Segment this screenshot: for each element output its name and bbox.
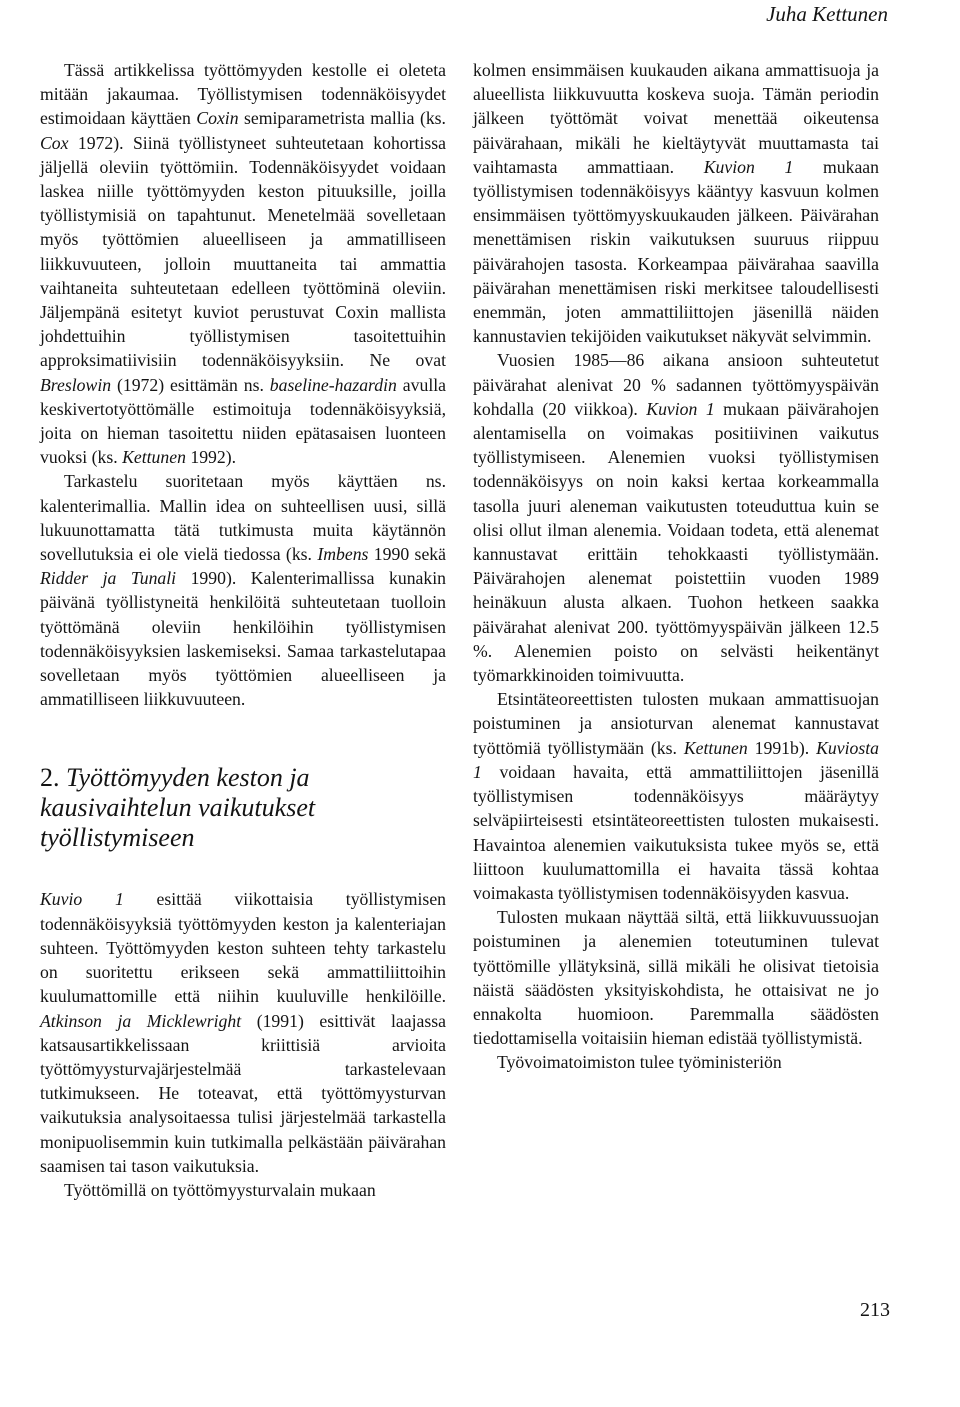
italic-text: Imbens <box>317 544 369 565</box>
italic-text: Coxin <box>196 108 239 129</box>
section-title: Työttömyyden keston ja kausivaihtelun vaikutukset työllistymiseen <box>40 763 316 853</box>
text-run: (1972) esittämän ns. <box>111 374 270 395</box>
paragraph <box>473 905 879 1050</box>
italic-text: baseline-hazardin <box>269 374 397 395</box>
text-run: mukaan päivärahojen alentamisella on voimakas positiivinen vaikutus työllistymiseen. Alenemien vuoksi työllistymisen todennäköisyys on noin kaksi kertaa korkeammalla tasolla juuri aleneman vaikutusten toteuduttua kuin se olisi ollut ilman alenemia. Voidaan todeta, että alenemat kannustavat erittäin tehokkaasti työllistymään. Päivärahojen alenemat poistettiin vuoden 1989 heinäkuun alusta alkaen. Tuohon hetkeen saakka päivärahat alenivat 200. työttömyyspäivän jälkeen 12.5 %. Alenemien poisto on selvästi heikentänyt työmarkkinoiden toimivuutta. <box>473 398 879 686</box>
section-heading <box>40 763 446 853</box>
text-run: avulla keskivertotyöttömälle estimoituja todennäköisyyksiä, joita on hieman tasoitettu niiden epätasaisen luonteen vuoksi (ks. <box>40 374 446 468</box>
text-run: 1990). Kalenterimallissa kunakin päivänä työllistyneitä henkilöitä suhteutetaan tuolloin työttömänä oleviin henkilöihin työllistymisen todennäköisyyksien laskemiseksi. Samaa tarkastelutapaa sovelletaan myös työttömien alueelliseen ja ammatilliseen liikkuvuuteen. <box>40 568 446 710</box>
paragraph <box>473 58 879 348</box>
left-column <box>40 58 446 1202</box>
text-run: Tulosten mukaan näyttää siltä, että liikkuvuussuojan poistuminen ja alenemien toteutuminen tulevat työttömille yllätyksinä, sillä mikäli he olisivat tietoisia näistä säädösten yksityiskohdista, he ottaisivat ne jo ennakolta huomioon. Paremmalla säädösten tiedottamisella voitaisiin hieman edistää työllistymistä. <box>473 907 879 1049</box>
right-column <box>473 58 879 1075</box>
italic-text: Ridder ja Tunali <box>40 568 177 589</box>
text-run: Työttömillä on työttömyysturvalain mukaan <box>64 1179 376 1200</box>
text-run: 1990 sekä <box>368 544 446 565</box>
running-head-author: Juha Kettunen <box>766 2 888 26</box>
text-run: 1992). <box>185 447 237 468</box>
section-number: 2. <box>40 763 60 793</box>
text-run: Etsintäteoreettisten tulosten mukaan ammattisuojan poistuminen ja ansioturvan alenemat kannustavat työttömiä työllistymään (ks. <box>473 689 879 758</box>
paragraph <box>40 887 446 1177</box>
text-run: semiparametrista mallia (ks. <box>238 108 446 129</box>
paragraph <box>473 687 879 905</box>
text-run: 1991b). <box>747 737 817 758</box>
text-run: (1991) esittivät laajassa katsausartikkelissaan kriittisiä arvioita työttömyysturvajärjestelmää tarkastelevaan tutkimukseen. He toteavat, että työttömyysturvan vaikutuksia analysoitaessa tulisi järjestelmää tarkastella monipuolisemmin kuin tutkimalla pelkästään päivärahan saamisen tai tason vaikutuksia. <box>40 1010 447 1176</box>
italic-text: Kuvio 1 <box>40 889 124 910</box>
page-number: 213 <box>860 1299 890 1321</box>
italic-text: Breslowin <box>40 374 112 395</box>
italic-text: Kettunen <box>683 737 748 758</box>
paragraph <box>40 58 446 469</box>
text-run: Tarkastelu suoritetaan myös käyttäen ns. kalenterimallia. Mallin idea on suhteellisen uusi, sillä lukuunottamatta tätä tutkimusta muita käytännön sovellutuksia ei ole vielä tiedossa (ks. <box>40 471 446 565</box>
text-run: Vuosien 1985—86 aikana ansioon suhteutetut päivärahat alenivat 20 % sadannen työttömyyspäivän kohdalla (20 viikkoa). <box>473 350 879 419</box>
italic-text: Kettunen <box>122 447 186 468</box>
text-run: esittää viikottaisia työllistymisen todennäköisyyksiä työttömyyden keston ja kalenteriajan suhteen. Työttömyyden keston suhteen tehty tarkastelu on suoritettu erikseen sekä ammattiliittoihin kuulumattomille että niihin kuuluville henkilöille. <box>40 889 447 1007</box>
italic-text: Cox <box>40 132 69 153</box>
paragraph <box>40 1178 446 1202</box>
italic-text: Kuvion 1 <box>703 156 794 177</box>
italic-text: Kuvion 1 <box>646 398 715 419</box>
text-run: Työvoimatoimiston tulee työministeriön <box>497 1052 782 1073</box>
text-run: voidaan havaita, että ammattiliittojen jäsenillä työllistymisen todennäköisyys määräytyy selväpiirteisesti etsintäteoreettisten tulosten mukaisesti. Havaintoa alenemien vaikutuksista tukee myös se, että liittoon kuulumattomilla ei havaita tässä kohtaa voimakasta työllistymisen todennäköisyyden kasvua. <box>473 761 879 903</box>
paragraph <box>473 1050 879 1074</box>
text-run: kolmen ensimmäisen kuukauden aikana ammattisuoja ja alueellista liikkuvuutta koskeva suoja. Tämän periodin jälkeen työttömät voivat menettää oikeutensa päivärahaan, mikäli he kieltäytyvät muuttamasta tai vaihtamasta ammattiaan. <box>473 60 879 177</box>
text-run: Tässä artikkelissa työttömyyden kestolle ei oleteta mitään jakaumaa. Työllistymisen todennäköisyydet estimoidaan käyttäen <box>40 60 446 129</box>
italic-text: Atkinson ja Micklewright <box>40 1010 242 1031</box>
italic-text: Kuviosta 1 <box>473 737 880 782</box>
paragraph <box>40 469 446 711</box>
text-run: 1972). Siinä työllistyneet suhteutetaan kohortissa jäljellä oleviin työttömiin. Todennäköisyydet voidaan laskea niille työttömyyden keston pituuksille, joilla työllistymisiä on tapahtunut. Menetelmää sovelletaan myös työttömien alueelliseen ja ammatilliseen liikkuvuuteen, jolloin muuttaneita tai ammattia vaihtaneita suhteutetaan edelleen työttöminä oleviin. Jäljempänä esitetyt kuviot perustuvat Coxin mallista johdettuihin työllistymisen tasoitettuihin approksimatiivisiin todennäköisyyksiin. Ne ovat <box>40 132 446 371</box>
text-run: mukaan työllistymisen todennäköisyys kääntyy kasvuun kolmen ensimmäisen työttömyyskuukauden jälkeen. Päivärahan menettämisen riskin vaikutuksen suuruus riippuu päivärahojen tasosta. Korkeampaa päivärahaa saavilla päivärahan menettämisen riski merkitsee taloudellisesti enemmän, joten ammattiliittojen jäsenillä näiden kannustavien tekijöiden vaikutukset näkyvät selvimmin. <box>473 156 879 347</box>
paragraph <box>473 348 879 687</box>
